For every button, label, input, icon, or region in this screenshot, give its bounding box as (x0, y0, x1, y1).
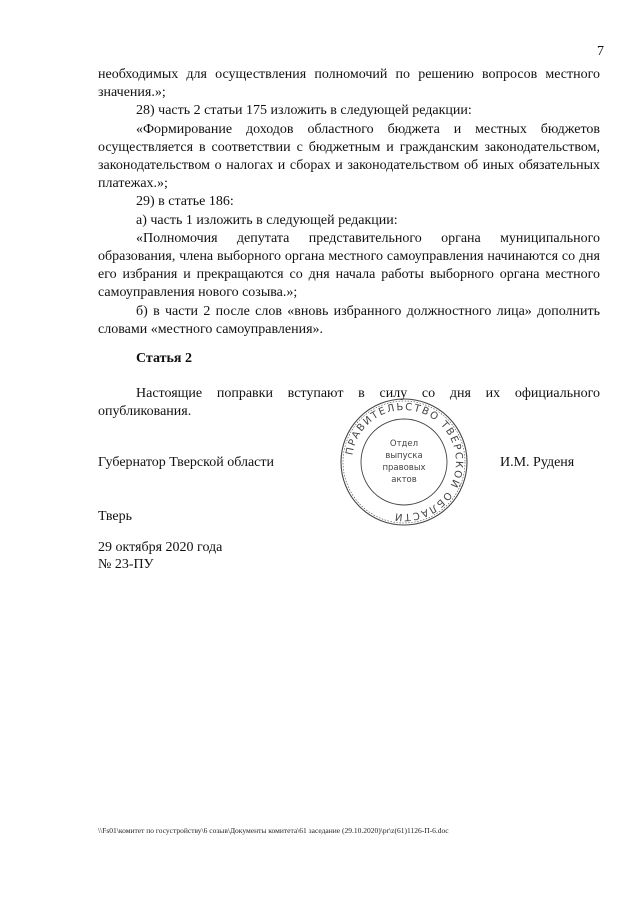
stamp-center-line: Отдел (389, 439, 419, 449)
law-number: № 23-ПУ (98, 557, 154, 572)
stamp-outer-ring (341, 399, 467, 525)
paragraph: 29) в статье 186: (136, 194, 234, 210)
signatory-name: И.М. Руденя (500, 455, 575, 470)
article-heading: Статья 2 (136, 351, 192, 366)
paragraph: необходимых для осуществления полномочий по решению вопросов местного значения.»; (98, 67, 600, 101)
stamp-center-line: выпуска (385, 451, 423, 461)
stamp-center-line: правовых (382, 463, 426, 473)
paragraph: а) часть 1 изложить в следующей редакции: (136, 212, 398, 228)
stamp-ring-text: ПРАВИТЕЛЬСТВО ТВЕРСКОЙ ОБЛАСТИ (344, 401, 465, 523)
place: Тверь (98, 509, 132, 524)
stamp-center-line: актов (391, 475, 417, 485)
paragraph: «Формирование доходов областного бюджета и местных бюджетов осуществляется в соответствии с бюджетным и гражданским законодательством, законодательством о налогах и сборах и законодательством об иных обязательных платежах.»; (98, 121, 600, 192)
paragraph: б) в части 2 после слов «вновь избранного должностного лица» дополнить словами «местного самоуправления». (98, 303, 600, 337)
signatory-position: Губернатор Тверской области (98, 455, 274, 470)
document-body (98, 66, 600, 339)
paragraph: 28) часть 2 статьи 175 изложить в следующей редакции: (136, 103, 472, 119)
article-text: Настоящие поправки вступают в силу со дня их официального опубликования. (98, 386, 600, 420)
date: 29 октября 2020 года (98, 540, 223, 555)
file-path-footer: \\Fs01\комитет по госустройству\6 созыв\Документы комитета\61 заседание (29.10.2020)\pr\z(61)1126-П-6.doc (98, 826, 449, 835)
official-stamp (339, 397, 469, 527)
stamp-inner-ring (361, 419, 447, 505)
paragraph: «Полномочия депутата представительного органа муниципального образования, члена выборного органа местного самоуправления начинаются со дня его избрания и прекращаются со дня начала работы выборного органа местного самоуправления нового созыва.»; (98, 230, 600, 301)
page-number: 7 (597, 44, 604, 59)
